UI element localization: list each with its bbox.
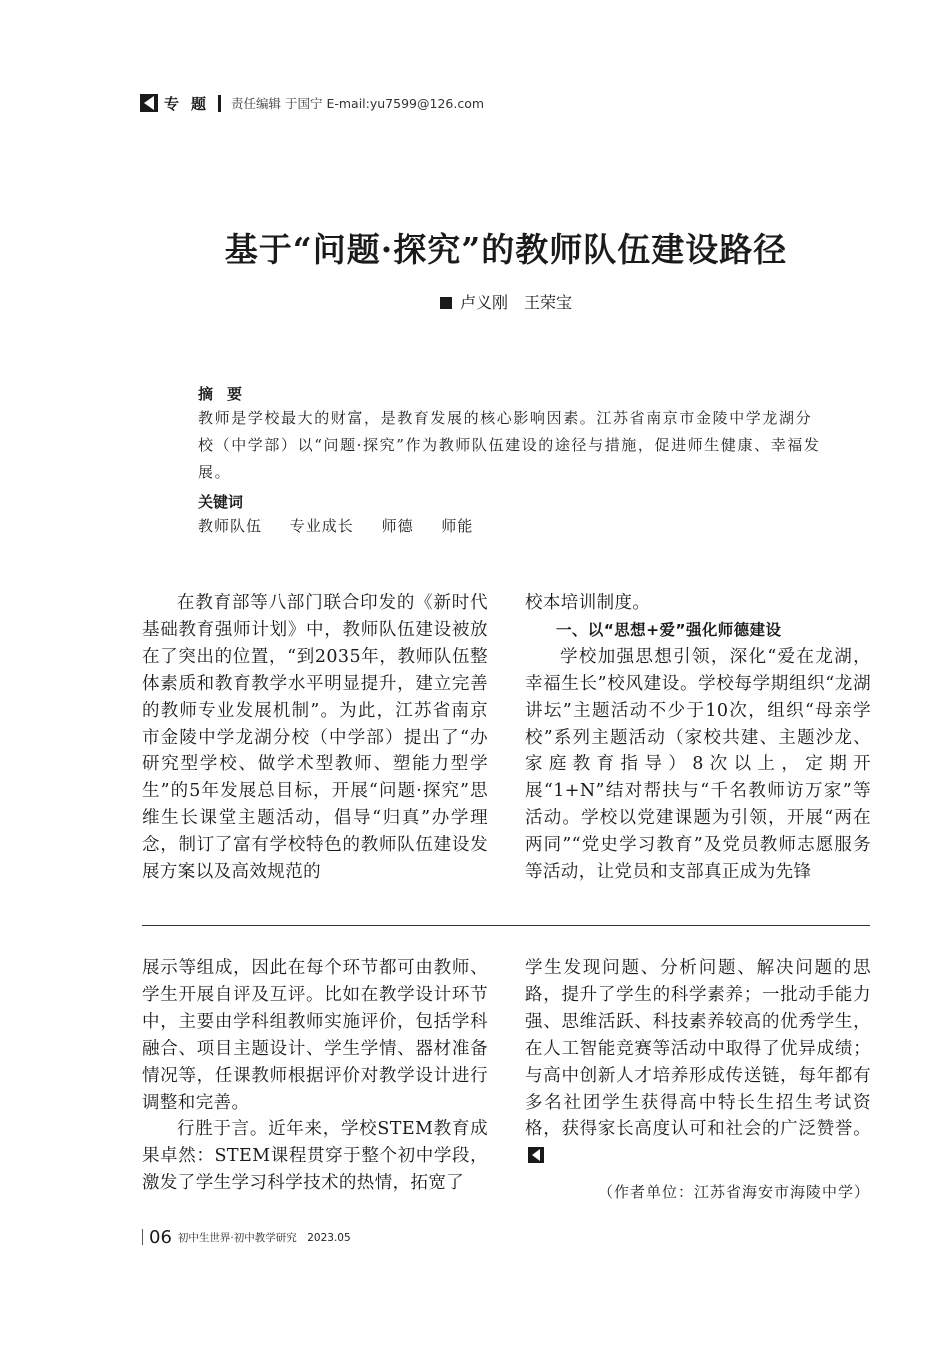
keywords [198,515,495,536]
body-paragraph: 行胜于言。近年来，学校STEM教育成果卓然：STEM课程贯穿于整个初中学段，激发了学生学习科学技术的热情，拓宽了 [142,1119,488,1194]
upper-left-column [142,590,488,886]
keywords-label: 关键词 [198,493,244,511]
section-label: 专题 [164,94,219,113]
body-paragraph: 展示等组成，因此在每个环节都可由教师、学生开展自评及互评。比如在教学设计环节中，主要由学科组教师实施评价，包括学科融合、项目主题设计、学生学情、器材准备情况等，任课教师根据评价对教学设计进行调整和完善。 [142,958,488,1113]
page-number: 06 [149,1226,172,1248]
page-header [140,92,484,114]
keyword: 师德 [381,517,414,535]
body-paragraph: 在教育部等八部门联合印发的《新时代基础教育强师计划》中，教师队伍建设被放在了突出的位置，“到2035年，教师队伍整体素质和教育教学水平明显提升，建立完善的教师专业发展机制”。为此，江苏省南京市金陵中学龙湖分校（中学部）提出了“办研究型学校、做学术型教师、塑能力型学生”的5年发展总目标，开展“问题·探究”思维生长课堂主题活动，倡导“归真”办学理念，制订了富有学校特色的教师队伍建设发展方案以及高效规范的 [142,593,488,883]
keyword: 专业成长 [289,517,354,535]
author-line [0,290,950,313]
end-mark-icon [528,1145,544,1161]
header-divider [218,95,221,112]
lower-left-column [142,955,488,1197]
journal-info: 初中生世界·初中教学研究 2023.05 [177,1231,351,1244]
body-text: 学生发现问题、分析问题、解决问题的思路，提升了学生的科学素养；一批动手能力强、思维活跃、科技素养较高的优秀学生，在人工智能竞赛等活动中取得了优异成绩；与高中创新人才培养形成传送链，每年都有多名社团学生获得高中特长生招生考试资格，获得家长高度认可和社会的广泛赞誉。 [525,958,871,1140]
author-square-icon [440,297,452,309]
lower-right-column [525,955,871,1170]
footer-divider [142,1229,143,1245]
body-paragraph: 校本培训制度。 [525,593,651,613]
section-heading: 一、以“思想+爱”强化师德建设 [556,620,782,639]
body-paragraph [525,955,871,1170]
abstract-label: 摘要 [198,385,257,403]
keyword: 师能 [441,517,474,535]
keyword: 教师队伍 [198,517,263,535]
section-mark-icon [140,94,158,112]
abstract-text: 教师是学校最大的财富，是教育发展的核心影响因素。江苏省南京市金陵中学龙湖分校（中学部）以“问题·探究”作为教师队伍建设的途径与措施，促进师生健康、幸福发展。 [198,409,821,481]
author-affiliation: （作者单位：江苏省海安市海陵中学） [597,1183,870,1201]
article-title: 基于“问题·探究”的教师队伍建设路径 [224,230,788,269]
page-footer [142,1226,351,1248]
page-divider [142,925,870,926]
body-paragraph: 学校加强思想引领，深化“爱在龙湖，幸福生长”校风建设。学校每学期组织“龙湖讲坛”主题活动不少于10次，组织“母亲学校”系列主题活动（家校共建、主题沙龙、家庭教育指导）8次以上，定期开展“1+N”结对帮扶与“千名教师访万家”等活动。学校以党建课题为引领，开展“两在两同”“党史学习教育”及党员教师志愿服务等活动，让党员和支部真正成为先锋 [525,646,871,883]
upper-right-column [525,590,871,886]
editor-line: 责任编辑 于国宁 E-mail:yu7599@126.com [231,96,485,111]
authors: 卢义刚 王荣宝 [459,293,572,312]
